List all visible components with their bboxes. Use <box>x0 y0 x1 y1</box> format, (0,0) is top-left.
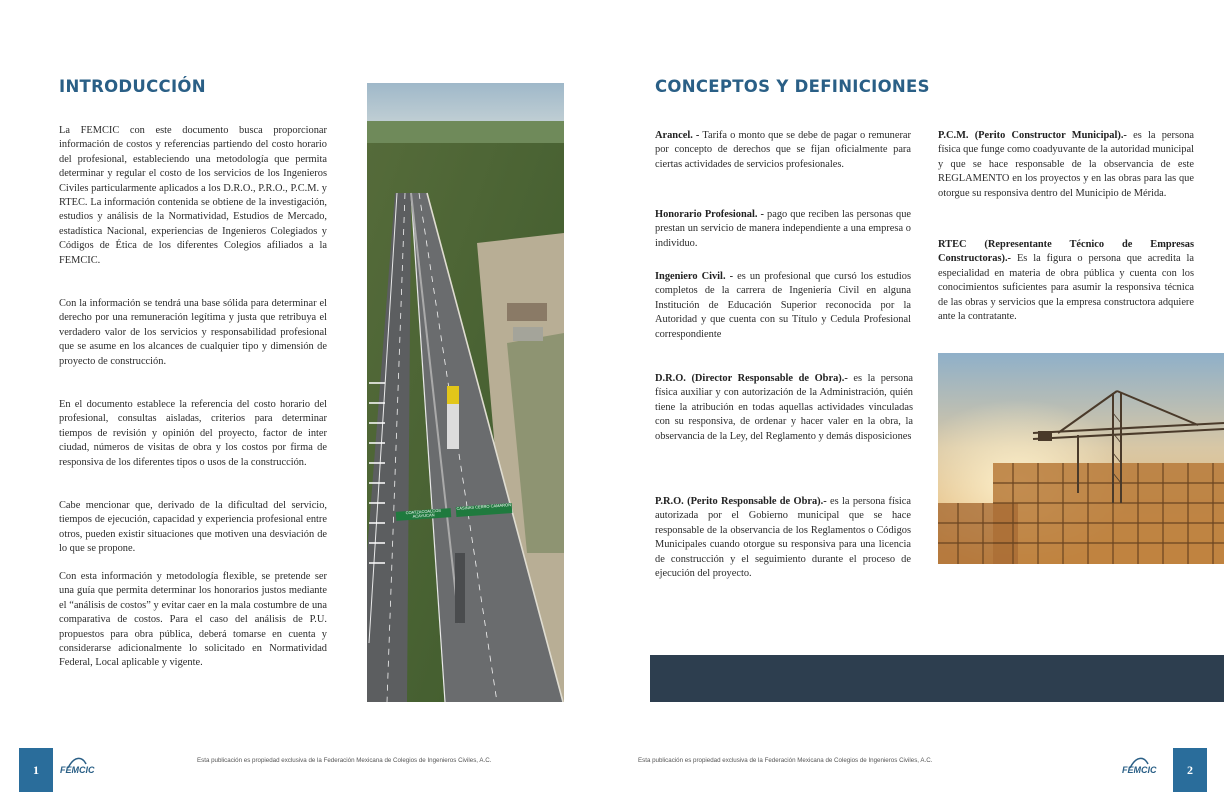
definition-arancel <box>655 129 911 172</box>
term-dro: D.R.O. (Director Responsable de Obra).- <box>655 373 848 384</box>
text-ingeniero-civil: es un profesional que cursó los estudios completos de la carrera de Ingeniería Civil en alguna Institución de Educación Superior reconocida por la Autoridad y que cuenta con su Título y Cedula Profesional correspondiente <box>655 271 912 340</box>
term-pcm: P.C.M. (Perito Constructor Municipal).- <box>938 130 1127 141</box>
term-arancel: Arancel. - <box>655 130 700 141</box>
road-sign-right: CASINAS CERRO CAMARON <box>456 503 513 517</box>
text-pcm: es la persona física que funge como coadyuvante de la autoridad municipal y que se hace responsable de la observancia de este REGLAMENTO en los proyectos y en las obras para las que otorgue su responsiva dentro del Municipio de Mérida. <box>938 130 1195 199</box>
femcic-logo-left <box>60 754 104 776</box>
intro-paragraph-2: Con la información se tendrá una base sólida para determinar el derecho por una remuneración legítima y justa que retribuya el verdadero valor de los servicios y responsabilidad profesional que se asume en los alcances de cualquier tipo y dimensión de proyecto de construcción. <box>59 298 327 367</box>
intro-paragraph-4: Cabe mencionar que, derivado de la dificultad del servicio, tiempos de ejecución, capacidad y experiencia profesional entre otros, pueden existir situaciones que motiven una desviación de lo que se propone. <box>59 500 327 555</box>
text-pro: es la persona física autorizada por el Gobierno municipal que se hace responsable de la observancia de los Reglamentos o Códigos Municipales cuando otorgue su responsiva para una licencia de construcción y el seguimiento durante el proceso de ejecución del proyecto. <box>655 496 911 580</box>
definition-ingeniero-civil <box>655 270 911 342</box>
road-sign-left: COATZACOALCOS ACAYUCAN <box>396 508 451 521</box>
svg-text:FEMCIC: FEMCIC <box>1122 765 1157 775</box>
left-page-heading: INTRODUCCIÓN <box>59 77 206 96</box>
svg-text:FEMCIC: FEMCIC <box>60 765 95 775</box>
right-page-heading: CONCEPTOS Y DEFINICIONES <box>655 77 930 96</box>
highway-aerial-photo <box>367 83 564 702</box>
definition-rtec <box>938 238 1194 324</box>
term-honorario: Honorario Profesional. - <box>655 209 764 220</box>
definition-honorario <box>655 208 911 251</box>
text-arancel: Tarifa o monto que se debe de pagar o remunerar por concepto de derechos que se fijan oficialmente para ciertas actividades de servicios profesionales. <box>655 130 912 170</box>
definition-pcm <box>938 129 1194 201</box>
term-ingeniero-civil: Ingeniero Civil. - <box>655 271 734 282</box>
femcic-logo-right <box>1122 754 1166 776</box>
page-number-right: 2 <box>1173 748 1207 792</box>
term-rtec: RTEC (Representante Técnico de Empresas Constructoras).- <box>938 239 1194 265</box>
term-pro: P.R.O. (Perito Responsable de Obra).- <box>655 496 827 507</box>
text-honorario: pago que reciben las personas que prestan un servicio de manera independiente a una empresa o individuo. <box>655 209 912 249</box>
intro-paragraph-5: Con esta información y metodología flexible, se pretende ser una guía que permita determinar los honorarios justos mediante el “análisis de costos” y evitar caer en la mala costumbre de una comparativa de costos. Para el caso del análisis de P.U. propuestos para obra pública, deberá tomarse en cuenta y considerarse adicionalmente lo solicitado en Normatividad Federal, Local aplicable y vigente. <box>59 571 327 669</box>
intro-paragraph-1: La FEMCIC con este documento busca proporcionar información de costos y referencias partiendo del costo horario del profesional, estableciendo una metodología que permita determinar y regular el costo de los servicios de los Ingenieros Civiles particularmente aplicados a los D.R.O., P.R.O., P.C.M. y RTEC. La información contenida se obtiene de la investigación, estudios y análisis de la Normatividad, Estudios de Mercado, estadística Nacional, experiencias de Ingenieros Colegiados y Códigos de Ética de los diferentes Colegios afiliados a la FEMCIC. <box>59 125 327 266</box>
definition-pro <box>655 495 911 581</box>
construction-crane-photo <box>938 353 1224 564</box>
dark-accent-bar <box>650 655 1224 702</box>
footer-copyright-left: Esta publicación es propiedad exclusiva de la Federación Mexicana de Colegios de Ingenieros Civiles, A.C. <box>197 757 492 764</box>
intro-paragraph-3: En el documento establece la referencia del costo horario del profesional, consultas aisladas, criterios para determinar tiempos de revisión y opinión del proyecto, factor de inter ciudad, números de visitas de obra y los costos por firma de responsiva de los diferentes tipos o usos de la construcción. <box>59 399 327 468</box>
footer-copyright-right: Esta publicación es propiedad exclusiva de la Federación Mexicana de Colegios de Ingenieros Civiles, A.C. <box>638 757 933 764</box>
definition-dro <box>655 372 913 444</box>
text-rtec: Es la figura o persona que acredita la especialidad en materia de obra pública y cuenta con los conocimientos suficientes para asumir la responsiva técnica de las obras y servicios que la empresa constructora adquiere ante la contratante. <box>938 253 1194 323</box>
text-dro: es la persona física auxiliar y con autorización de la Administración, quién tiene la atribución en todas aquellas actividades vinculadas con su responsiva, de ordenar y hacer valer en la obra, la observancia de la Ley, del Reglamento y demás disposiciones <box>655 373 914 442</box>
page-number-left: 1 <box>19 748 53 792</box>
